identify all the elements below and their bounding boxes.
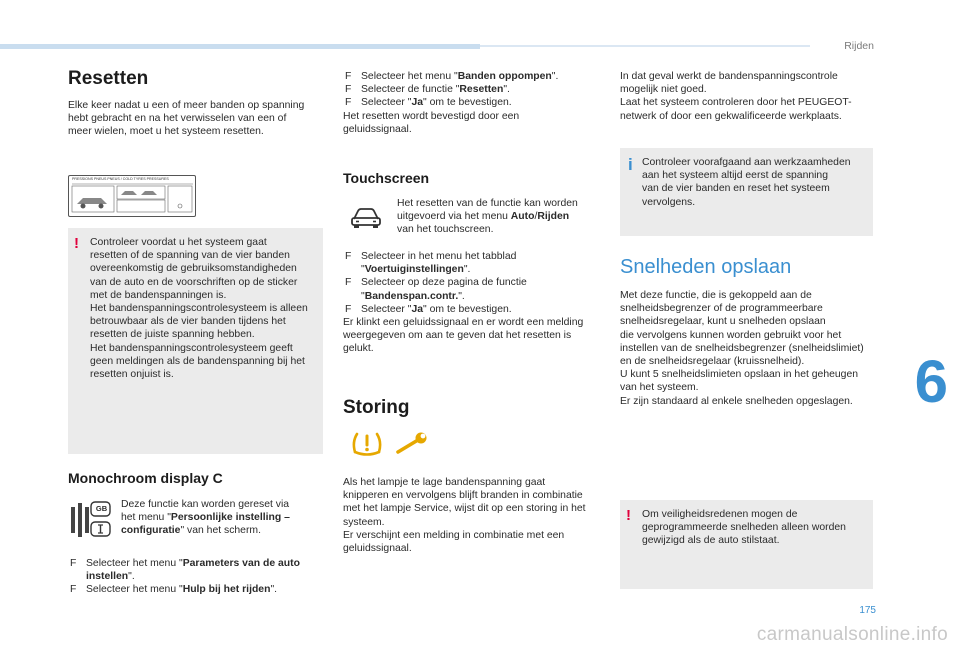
- monochrome-display-title: Monochroom display C: [68, 470, 223, 486]
- monochrome-steps: [68, 557, 323, 597]
- snelheden-opslaan-title: Snelheden opslaan: [620, 256, 792, 278]
- page-number: 175: [859, 605, 876, 616]
- list-item: F Selecteer "Ja" om te bevestigen.: [345, 97, 512, 109]
- bullet-icon: F: [345, 71, 352, 82]
- header-bar: [0, 44, 480, 49]
- reset-steps: [343, 70, 603, 136]
- speed-warning-box: [620, 500, 873, 589]
- bullet-icon: F: [345, 303, 352, 315]
- header-bar-thin: [480, 45, 810, 47]
- bullet-icon: F: [70, 584, 77, 596]
- list-item: F Selecteer in het menu het tabblad "Voertuiginstellingen".: [345, 251, 517, 276]
- bullet-icon: F: [345, 97, 352, 109]
- storing-text: Als het lampje te lage bandenspanning gaat knipperen en vervolgens blijft branden in combinatie met het lampje Service, wijst dit op een storing in het systeem. Er verschijnt een melding in combinatie met een geluidssignaal.: [343, 477, 586, 555]
- warning-icon: !: [74, 235, 79, 252]
- resetten-intro: Elke keer nadat u een of meer banden op spanning hebt gebracht en na het verwisselen van een of meer wielen, moet u het systeem resetten.: [68, 100, 305, 138]
- list-item: F Selecteer het menu "Hulp bij het rijden".: [70, 584, 278, 596]
- resetten-title: Resetten: [68, 68, 149, 89]
- monochrome-display-text: Deze functie kan worden gereset via het menu "Persoonlijke instelling – configuratie" van het scherm.: [121, 499, 290, 537]
- sticker-drawing-icon: [69, 176, 195, 216]
- list-item: F Selecteer de functie "Resetten".: [345, 84, 510, 96]
- bullet-icon: F: [345, 277, 352, 289]
- info-text: Controleer voorafgaand aan werkzaamheden aan het systeem altijd eerst de spanning van de vier banden en reset het systeem vervolgens.: [642, 157, 851, 208]
- reset-confirm-text: Het resetten wordt bevestigd door een geluidssignaal.: [343, 110, 520, 135]
- storing-title: Storing: [343, 397, 410, 418]
- info-box: [620, 148, 873, 236]
- resetten-warning-text: Controleer voordat u het systeem gaat resetten of de spanning van de vier banden overeenkomstig de gebruiksomstandigheden van de auto en de voorschriften op de sticker met de bandenspanningen is. Het bandenspanningscontrolesysteem is alleen betrouwbaar als de vier banden tijdens het resetten de juiste spanning hebben. Het bandenspanningscontrolesysteem geeft geen meldingen als de bandenspanning bij het resetten onjuist is.: [90, 237, 308, 381]
- touchscreen-text: Het resetten van de functie kan worden uitgevoerd via het menu Auto/Rijden van het touchscreen.: [397, 198, 578, 236]
- list-item: F Selecteer "Ja" om te bevestigen.: [345, 303, 512, 315]
- service-wrench-icon: [394, 432, 430, 456]
- sticker-text: PRESSIONS PNEUS PNEUS / COLD TYRES PRESSURES: [72, 177, 169, 181]
- bullet-icon: F: [70, 558, 77, 569]
- snelheden-opslaan-text: Met deze functie, die is gekoppeld aan de snelheidsbegrenzer of de programmeerbare snelheidsregelaar, kunt u snelheden opslaan die vervolgens kunnen worden gebruikt voor het instellen van de snelheidsbegrenzer (snelheidslimiet) en de snelheidsregelaar (kruissnelheid). U kunt 5 snelheidslimieten opslaan in het geheugen van het systeem. Er zijn standaard al enkele snelheden opgeslagen.: [620, 290, 864, 407]
- resetten-warning-box: [68, 228, 323, 454]
- watermark: carmanualsonline.info: [756, 623, 948, 645]
- storing-continued-text: In dat geval werkt de bandenspanningscontrole mogelijk niet goed. Laat het systeem controleren door het PEUGEOT- netwerk of door een gekwalificeerde werkplaats.: [620, 71, 852, 122]
- chapter-number: 6: [914, 348, 948, 415]
- bullet-icon: F: [345, 84, 352, 96]
- list-item: F Selecteer het menu "Banden oppompen".: [345, 71, 559, 82]
- car-icon: [350, 206, 382, 230]
- bullet-icon: F: [345, 251, 352, 262]
- tyre-pressure-sticker: [68, 175, 196, 217]
- section-title: Rijden: [844, 40, 874, 52]
- touchscreen-title: Touchscreen: [343, 170, 430, 186]
- touchscreen-result-text: Er klinkt een geluidssignaal en er wordt een melding weergegeven om aan te geven dat het resetten is gelukt.: [343, 317, 584, 355]
- info-icon: i: [628, 155, 633, 174]
- gb-label: GB: [95, 504, 108, 513]
- touchscreen-steps: [343, 250, 605, 356]
- list-item: F Selecteer het menu "Parameters van de auto instellen".: [70, 558, 300, 583]
- warning-icon: !: [626, 507, 631, 524]
- tyre-pressure-warning-icon: [350, 430, 384, 460]
- speed-warning-text: Om veiligheidsredenen mogen de geprogrammeerde snelheden alleen worden gewijzigd als de auto stilstaat.: [642, 509, 846, 547]
- list-item: F Selecteer op deze pagina de functie "Bandenspan.contr.".: [345, 277, 527, 302]
